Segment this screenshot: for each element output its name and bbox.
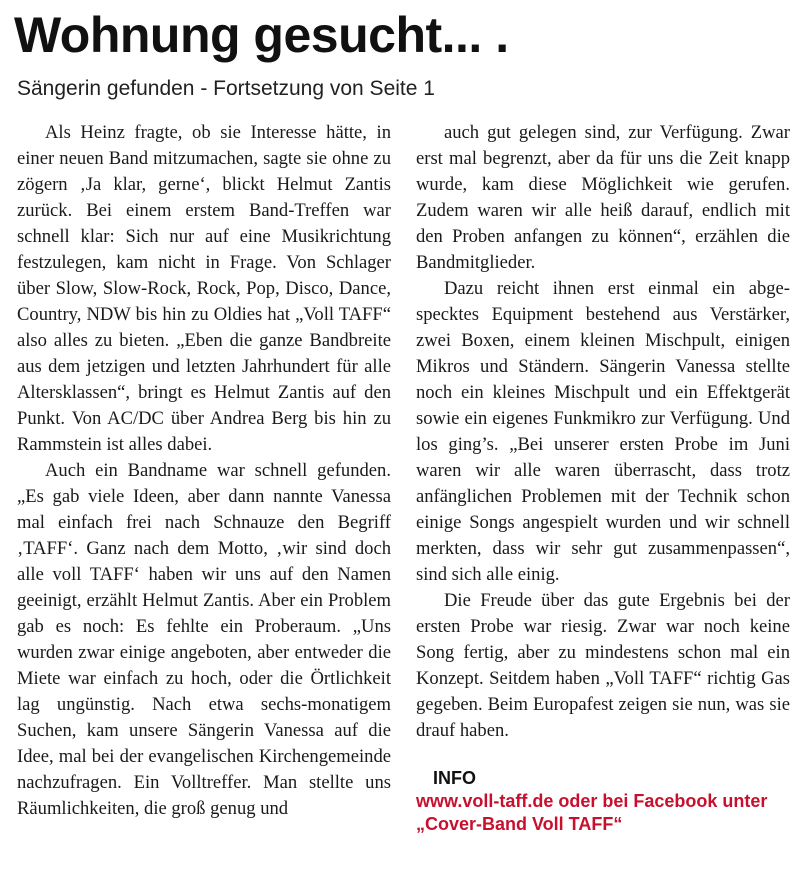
article-column-right — [416, 120, 790, 836]
article-column-left — [17, 120, 391, 822]
paragraph: Die Freude über das gute Ergebnis bei der ersten Probe war riesig. Zwar war noch keine Song fertig, aber zu mindestens schon mal ein Konzept. Seitdem haben „Voll TAFF“ richtig Gas gegeben. Beim Europafest zeigen sie nun, was sie drauf haben. — [416, 590, 790, 741]
info-label: INFO — [433, 768, 476, 788]
paragraph: Auch ein Bandname war schnell gefunden. „Es gab viele Ideen, aber dann nannte Vanessa mal einfach frei nach Schnauze den Begriff ‚TAFF‘. Ganz nach dem Motto, ‚wir sind doch alle voll TAFF‘ haben wir uns auf den Namen geeinigt, erzählt Helmut Zantis. Aber ein Problem gab es noch: Es fehlte ein Proberaum. „Uns wurden zwar einige angeboten, aber entweder die Miete war einfach zu hoch, oder die Örtlichkeit lag ungünstig. Nach etwa sechs-monatigem Suchen, kam unsere Sängerin Vanessa auf die Idee, mal bei der evangelischen Kirchengemeinde nachzufragen. Ein Volltreffer. Man stellte uns Räumlichkeiten, die groß genug und — [17, 460, 391, 819]
info-text: www.voll-taff.de oder bei Facebook unter „Cover-Band Voll TAFF“ — [416, 791, 768, 834]
paragraph: Dazu reicht ihnen erst einmal ein abgespecktes Equipment bestehend aus Verstärker, zwei Boxen, einem kleinen Mischpult, einigen Mikros und Ständern. Sängerin Vanessa stellte noch ein kleines Mischpult und ein Effektgerät sowie ein eigenes Funkmikro zur Verfügung. Und los ging’s. „Bei unserer ersten Probe im Juni waren wir alle waren überrascht, dass trotz anfänglichen Problemen mit der Technik schon einige Songs angespielt wurden und wir schnell merkten, dass wir sehr gut zusammenpassen“, sind sich alle einig. — [416, 278, 790, 585]
subheadline: Sängerin gefunden - Fortsetzung von Seite 1 — [17, 77, 435, 100]
paragraph: Als Heinz fragte, ob sie Interesse hätte, in einer neuen Band mitzumachen, sagte sie ohne zu zögern ‚Ja klar, gerne‘, blickt Helmut Zantis zurück. Bei einem erstem Band-Treffen war schnell klar: Sich nur auf eine Musikrichtung festzulegen, kam nicht in Frage. Von Schlager über Slow, Slow-Rock, Rock, Pop, Disco, Dance, Country, NDW bis hin zu Oldies hat „Voll TAFF“ also alles zu bieten. „Eben die ganze Bandbreite aus dem jetzigen und letzten Jahrhundert für alle Altersklassen“, bringt es Helmut Zantis auf den Punkt. Von AC/DC über Andrea Berg bis hin zu Rammstein ist alles dabei. — [17, 122, 391, 455]
paragraph: auch gut gelegen sind, zur Verfügung. Zwar erst mal begrenzt, aber da für uns die Zeit knapp wurde, kam diese Möglichkeit wie gerufen. Zudem waren wir alle heiß darauf, endlich mit den Proben anfangen zu können“, erzählen die Bandmitglieder. — [416, 122, 790, 273]
headline: Wohnung gesucht... . — [14, 7, 509, 63]
